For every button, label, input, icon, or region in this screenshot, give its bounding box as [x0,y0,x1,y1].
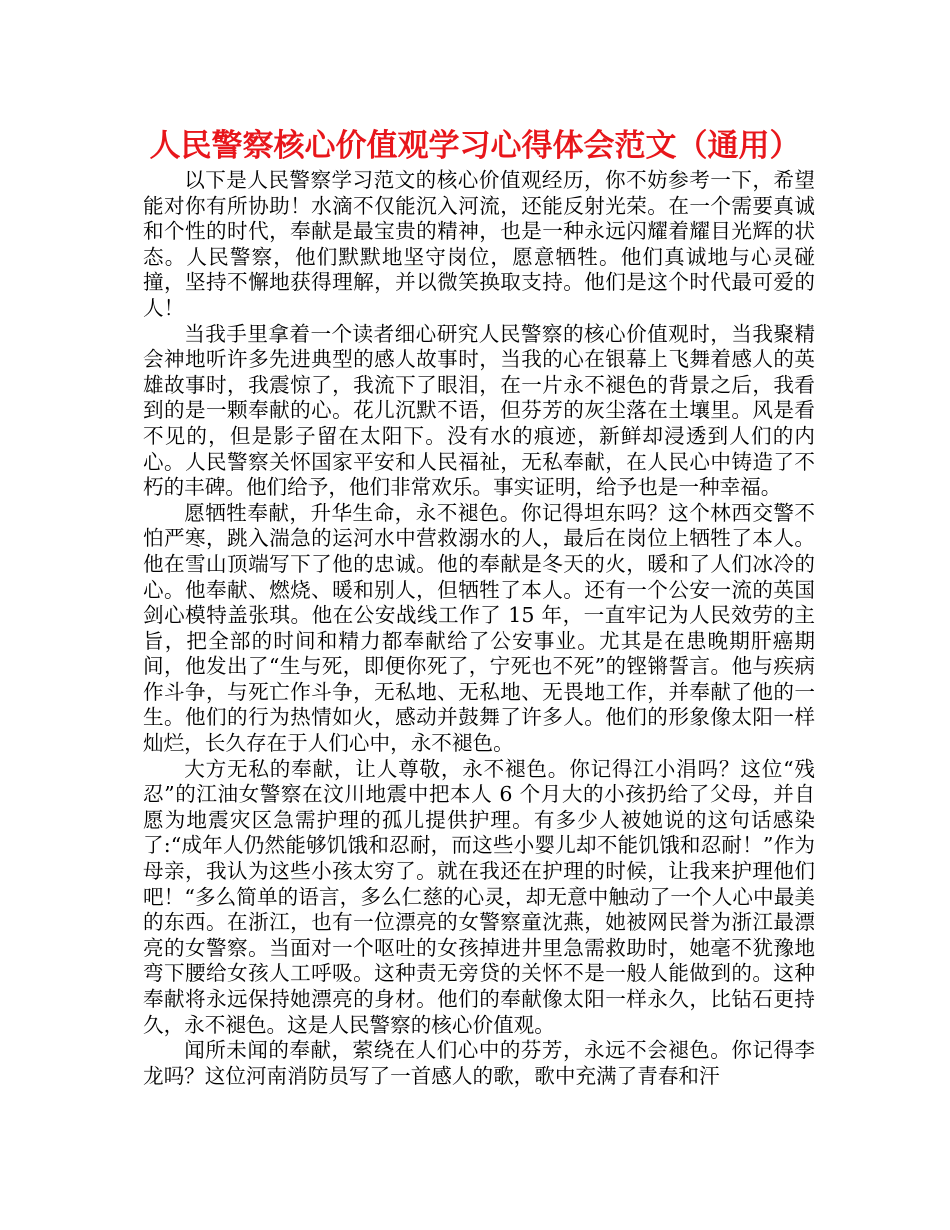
paragraph: 闻所未闻的奉献，萦绕在人们心中的芬芳，永远不会褪色。你记得李龙吗？这位河南消防员写了一首感人的歌，歌中充满了青春和汗 [143,1038,815,1088]
paragraph: 大方无私的奉献，让人尊敬，永不褪色。你记得江小涓吗？这位“残忍”的江油女警察在汶川地震中把本人 6 个月大的小孩扔给了父母，并自愿为地震灾区急需护理的孤儿提供护理。有多少人被她说的这句话感染了:“成年人仍然能够饥饿和忍耐，而这些小婴儿却不能饥饿和忍耐！”作为母亲，我认为这些小孩太穷了。就在我还在护理的时候，让我来护理他们吧！“多么简单的语言，多么仁慈的心灵，却无意中触动了一个人心中最美的东西。在浙江，也有一位漂亮的女警察童沈燕，她被网民誉为浙江最漂亮的女警察。当面对一个呕吐的女孩掉进井里急需救助时，她毫不犹豫地弯下腰给女孩人工呼吸。这种责无旁贷的关怀不是一般人能做到的。这种奉献将永远保持她漂亮的身材。他们的奉献像太阳一样永久，比钻石更持久，永不褪色。这是人民警察的核心价值观。 [143,756,815,1037]
paragraph: 以下是人民警察学习范文的核心价值观经历，你不妨参考一下，希望能对你有所协助！水滴不仅能沉入河流，还能反射光荣。在一个需要真诚和个性的时代，奉献是最宝贵的精神，也是一种永远闪耀着耀目光辉的状态。人民警察，他们默默地坚守岗位，愿意牺牲。他们真诚地与心灵碰撞，坚持不懈地获得理解，并以微笑换取支持。他们是这个时代最可爱的人！ [143,168,815,320]
document-body [143,168,815,1089]
paragraph: 愿牺牲奉献，升华生命，永不褪色。你记得坦东吗？这个林西交警不怕严寒，跳入湍急的运河水中营救溺水的人，最后在岗位上牺牲了本人。他在雪山顶端写下了他的忠诚。他的奉献是冬天的火，暖和了人们冰冷的心。他奉献、燃烧、暖和别人，但牺牲了本人。还有一个公安一流的英国剑心模特盖张琪。他在公安战线工作了 15 年，一直牢记为人民效劳的主旨，把全部的时间和精力都奉献给了公安事业。尤其是在患晚期肝癌期间，他发出了“生与死，即便你死了，宁死也不死”的铿锵誓言。他与疾病作斗争，与死亡作斗争，无私地、无私地、无畏地工作，并奉献了他的一生。他们的行为热情如火，感动并鼓舞了许多人。他们的形象像太阳一样灿烂，长久存在于人们心中，永不褪色。 [143,500,815,756]
paragraph: 当我手里拿着一个读者细心研究人民警察的核心价值观时，当我聚精会神地听许多先进典型的感人故事时，当我的心在银幕上飞舞着感人的英雄故事时，我震惊了，我流下了眼泪，在一片永不褪色的背景之后，我看到的是一颗奉献的心。花儿沉默不语，但芬芳的灰尘落在土壤里。风是看不见的，但是影子留在太阳下。没有水的痕迹，新鲜却浸透到人们的内心。人民警察关怀国家平安和人民福祉，无私奉献，在人民心中铸造了不朽的丰碑。他们给予，他们非常欢乐。事实证明，给予也是一种幸福。 [143,321,815,500]
document-title: 人民警察核心价值观学习心得体会范文（通用） [149,128,801,164]
